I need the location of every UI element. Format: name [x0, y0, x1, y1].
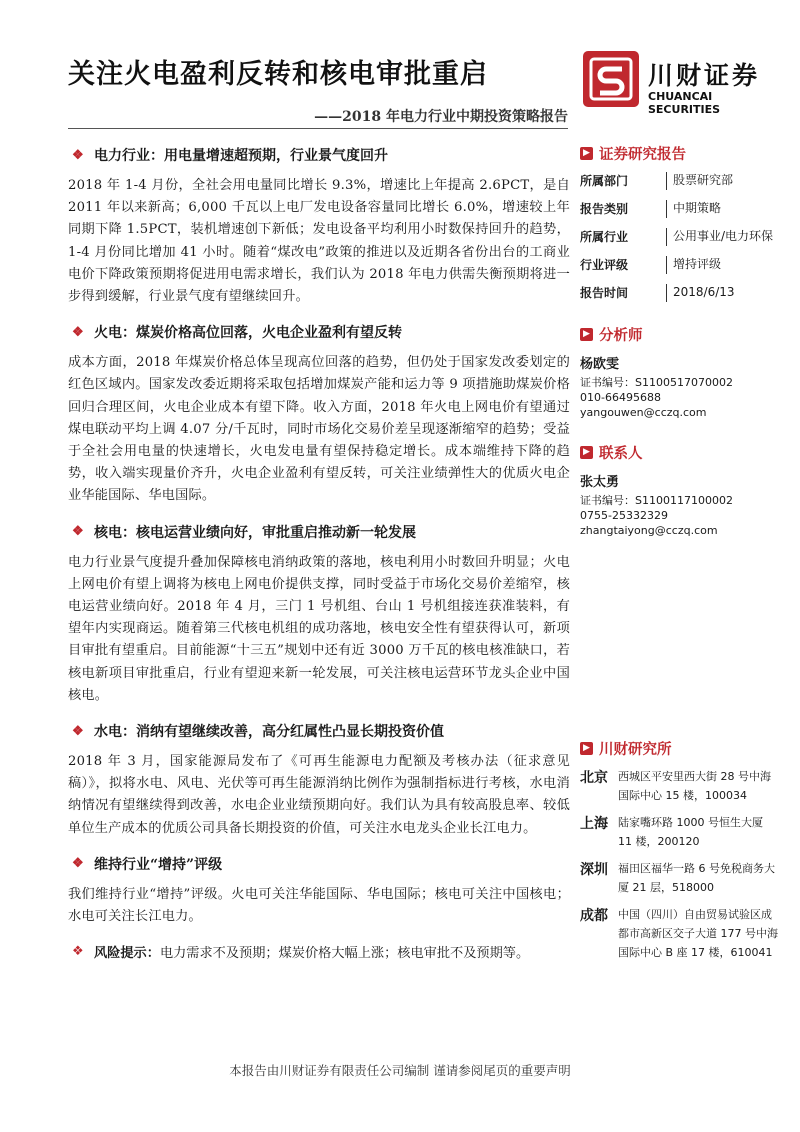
heading-text: 维持行业“增持”评级: [94, 856, 223, 873]
sidebar-heading-analyst: ▶ 分析师: [580, 324, 780, 345]
diamond-bullet-icon: ❖: [72, 147, 84, 163]
info-row-category: 报告类别 中期策略: [580, 200, 780, 218]
section-body: 2018 年 3 月，国家能源局发布了《可再生能源电力配额及考核办法（征求意见稿）》，拟将水电、风电、光伏等可再生能源消纳比例作为强制指标进行考核，水电消纳情况有望继续得到改善，水电企业业绩预期向好。我们认为具有较高股息率、较低单位生产成本的优质公司具备长期投资的价值，可关注水电龙头企业长江电力。: [68, 754, 570, 836]
square-bullet-icon: ▶: [580, 446, 593, 459]
heading-prefix: 水电：: [94, 724, 136, 741]
diamond-bullet-icon: ❖: [72, 524, 84, 540]
square-bullet-icon: ▶: [580, 147, 593, 160]
section-heading: [68, 322, 570, 342]
page-footer: 本报告由川财证券有限责任公司编制 谨请参阅尾页的重要声明: [229, 1063, 571, 1078]
section-thermal-power: [68, 322, 570, 507]
diamond-bullet-icon: ❖: [72, 723, 84, 739]
section-heading: [68, 522, 570, 542]
contact-phone: 0755-25332329: [580, 509, 668, 522]
analyst-card: [580, 353, 780, 420]
logo-text-en: CHUANCAI SECURITIES: [648, 90, 721, 116]
heading-text: 核电运营业绩向好，审批重启推动新一轮发展: [136, 524, 416, 541]
office-shenzhen: 深圳 福田区福华一路 6 号免税商务大厦 21 层，518000: [580, 862, 775, 894]
info-row-department: 所属部门 股票研究部: [580, 172, 780, 190]
sidebar-heading-report: ▶ 证券研究报告: [580, 143, 780, 164]
report-subtitle: ——2018 年电力行业中期投资策略报告: [314, 109, 568, 125]
section-body: 2018 年 1-4 月份，全社会用电量同比增长 9.3%，增速比上年提高 2.6PCT，是自 2011 年以来新高；6,000 千瓦以上电厂发电设备容量同比增长 6.0%，增速较上年同期下降 1.5PCT，装机增速创下新低；发电设备平均利用小时数保持回升的趋势，1-4 月份同比增加 41 小时。随着“煤改电”政策的推进以及近期各省份出台的工商业电价下降政策预期将促进用电需求增长，我们认为 2018 年电力供需失衡预期将进一步得到缓解，行业景气度有望继续回升。: [68, 178, 570, 305]
analyst-cert: 证书编号：S1100517070002: [580, 376, 733, 389]
square-bullet-icon: ▶: [580, 328, 593, 341]
heading-prefix: 核电：: [94, 524, 136, 541]
section-rating: [68, 854, 570, 928]
sidebar: [580, 143, 780, 970]
section-heading: [68, 145, 570, 165]
section-heading: [68, 854, 570, 874]
main-content: [68, 145, 570, 961]
office-beijing: 北京 西城区平安里西大街 28 号中海国际中心 15 楼，100034: [580, 770, 771, 802]
analyst-phone: 010-66495688: [580, 391, 661, 404]
logo-mark-icon: [582, 50, 640, 108]
office-shanghai: 上海 陆家嘴环路 1000 号恒生大厦 11 楼，200120: [580, 816, 763, 848]
section-nuclear-power: [68, 522, 570, 707]
risk-label: 风险提示：: [94, 946, 160, 962]
section-hydro-power: [68, 721, 570, 840]
sidebar-heading-institute: ▶ 川财研究所: [580, 738, 780, 759]
office-chengdu: 成都 中国（四川）自由贸易试验区成都市高新区交子大道 177 号中海国际中心 B 座 17 楼，610041: [580, 908, 778, 959]
risk-text: 电力需求不及预期；煤炭价格大幅上涨；核电审批不及预期等。: [159, 946, 530, 962]
header-divider: [68, 128, 568, 129]
heading-prefix: 火电：: [94, 325, 136, 342]
diamond-bullet-icon: ❖: [72, 856, 84, 872]
risk-warning: [68, 942, 570, 961]
contact-cert: 证书编号：S1100117100002: [580, 494, 733, 507]
square-bullet-icon: ▶: [580, 742, 593, 755]
heading-text: 消纳有望继续改善，高分红属性凸显长期投资价值: [136, 724, 444, 741]
heading-text: 煤炭价格高位回落，火电企业盈利有望反转: [136, 325, 402, 342]
company-logo: [582, 50, 772, 116]
report-title: 关注火电盈利反转和核电审批重启: [68, 59, 488, 90]
contact-email[interactable]: zhangtaiyong@cczq.com: [580, 524, 718, 537]
section-body: 成本方面，2018 年煤炭价格总体呈现高位回落的趋势，但仍处于国家发改委划定的红色区域内。国家发改委近期将采取包括增加煤炭产能和运力等 9 项措施助煤炭价格回归合理区间，火电企业成本有望下降。收入方面，2018 年火电上网电价有望通过煤电联动平均上调 4.07 分/千瓦时，同时市场化交易价差呈现逐渐缩窄的趋势；受益于全社会用电量的快速增长，火电发电量有望保持稳定增长。成本端维持下降的趋势，收入端实现量价齐升，火电企业盈利有望反转，可关注业绩弹性大的优质火电企业华能国际、华电国际。: [68, 355, 570, 504]
contact-card: [580, 471, 780, 538]
info-row-rating: 行业评级 增持评级: [580, 256, 780, 274]
logo-text-cn: 川财证券: [648, 61, 761, 90]
section-body: 电力行业景气度提升叠加保障核电消纳政策的落地，核电利用小时数回升明显；火电上网电价有望上调将为核电上网电价提供支撑，同时受益于市场化交易价差缩窄，核电运营业绩向好。2018 年 4 月，三门 1 号机组、台山 1 号机组接连获准装料，有望年内实现商运。随着第三代核电机组的成功落地，核电安全性有望获得认可，新项目审批有望重启。目前能源“十三五”规划中还有近 3000 万千瓦的核电核准缺口，若核电新项目审批重启，行业有望迎来新一轮发展，可关注核电运营环节龙头企业中国核电。: [68, 554, 570, 703]
section-heading: [68, 721, 570, 741]
info-row-date: 报告时间 2018/6/13: [580, 284, 780, 302]
heading-prefix: 电力行业：: [94, 148, 164, 164]
contact-name: 张太勇: [580, 475, 620, 490]
diamond-bullet-icon: ❖: [72, 324, 84, 340]
analyst-email[interactable]: yangouwen@cczq.com: [580, 406, 707, 419]
sidebar-heading-contact: ▶ 联系人: [580, 442, 780, 463]
analyst-name: 杨欧雯: [580, 357, 620, 372]
info-row-industry: 所属行业 公用事业/电力环保: [580, 228, 780, 246]
diamond-bullet-icon: ❖: [72, 944, 84, 960]
heading-text: 用电量增速超预期，行业景气度回升: [164, 148, 388, 164]
section-body: 我们维持行业“增持”评级。火电可关注华能国际、华电国际；核电可关注中国核电；水电可关注长江电力。: [68, 886, 570, 925]
section-power-industry: [68, 145, 570, 308]
